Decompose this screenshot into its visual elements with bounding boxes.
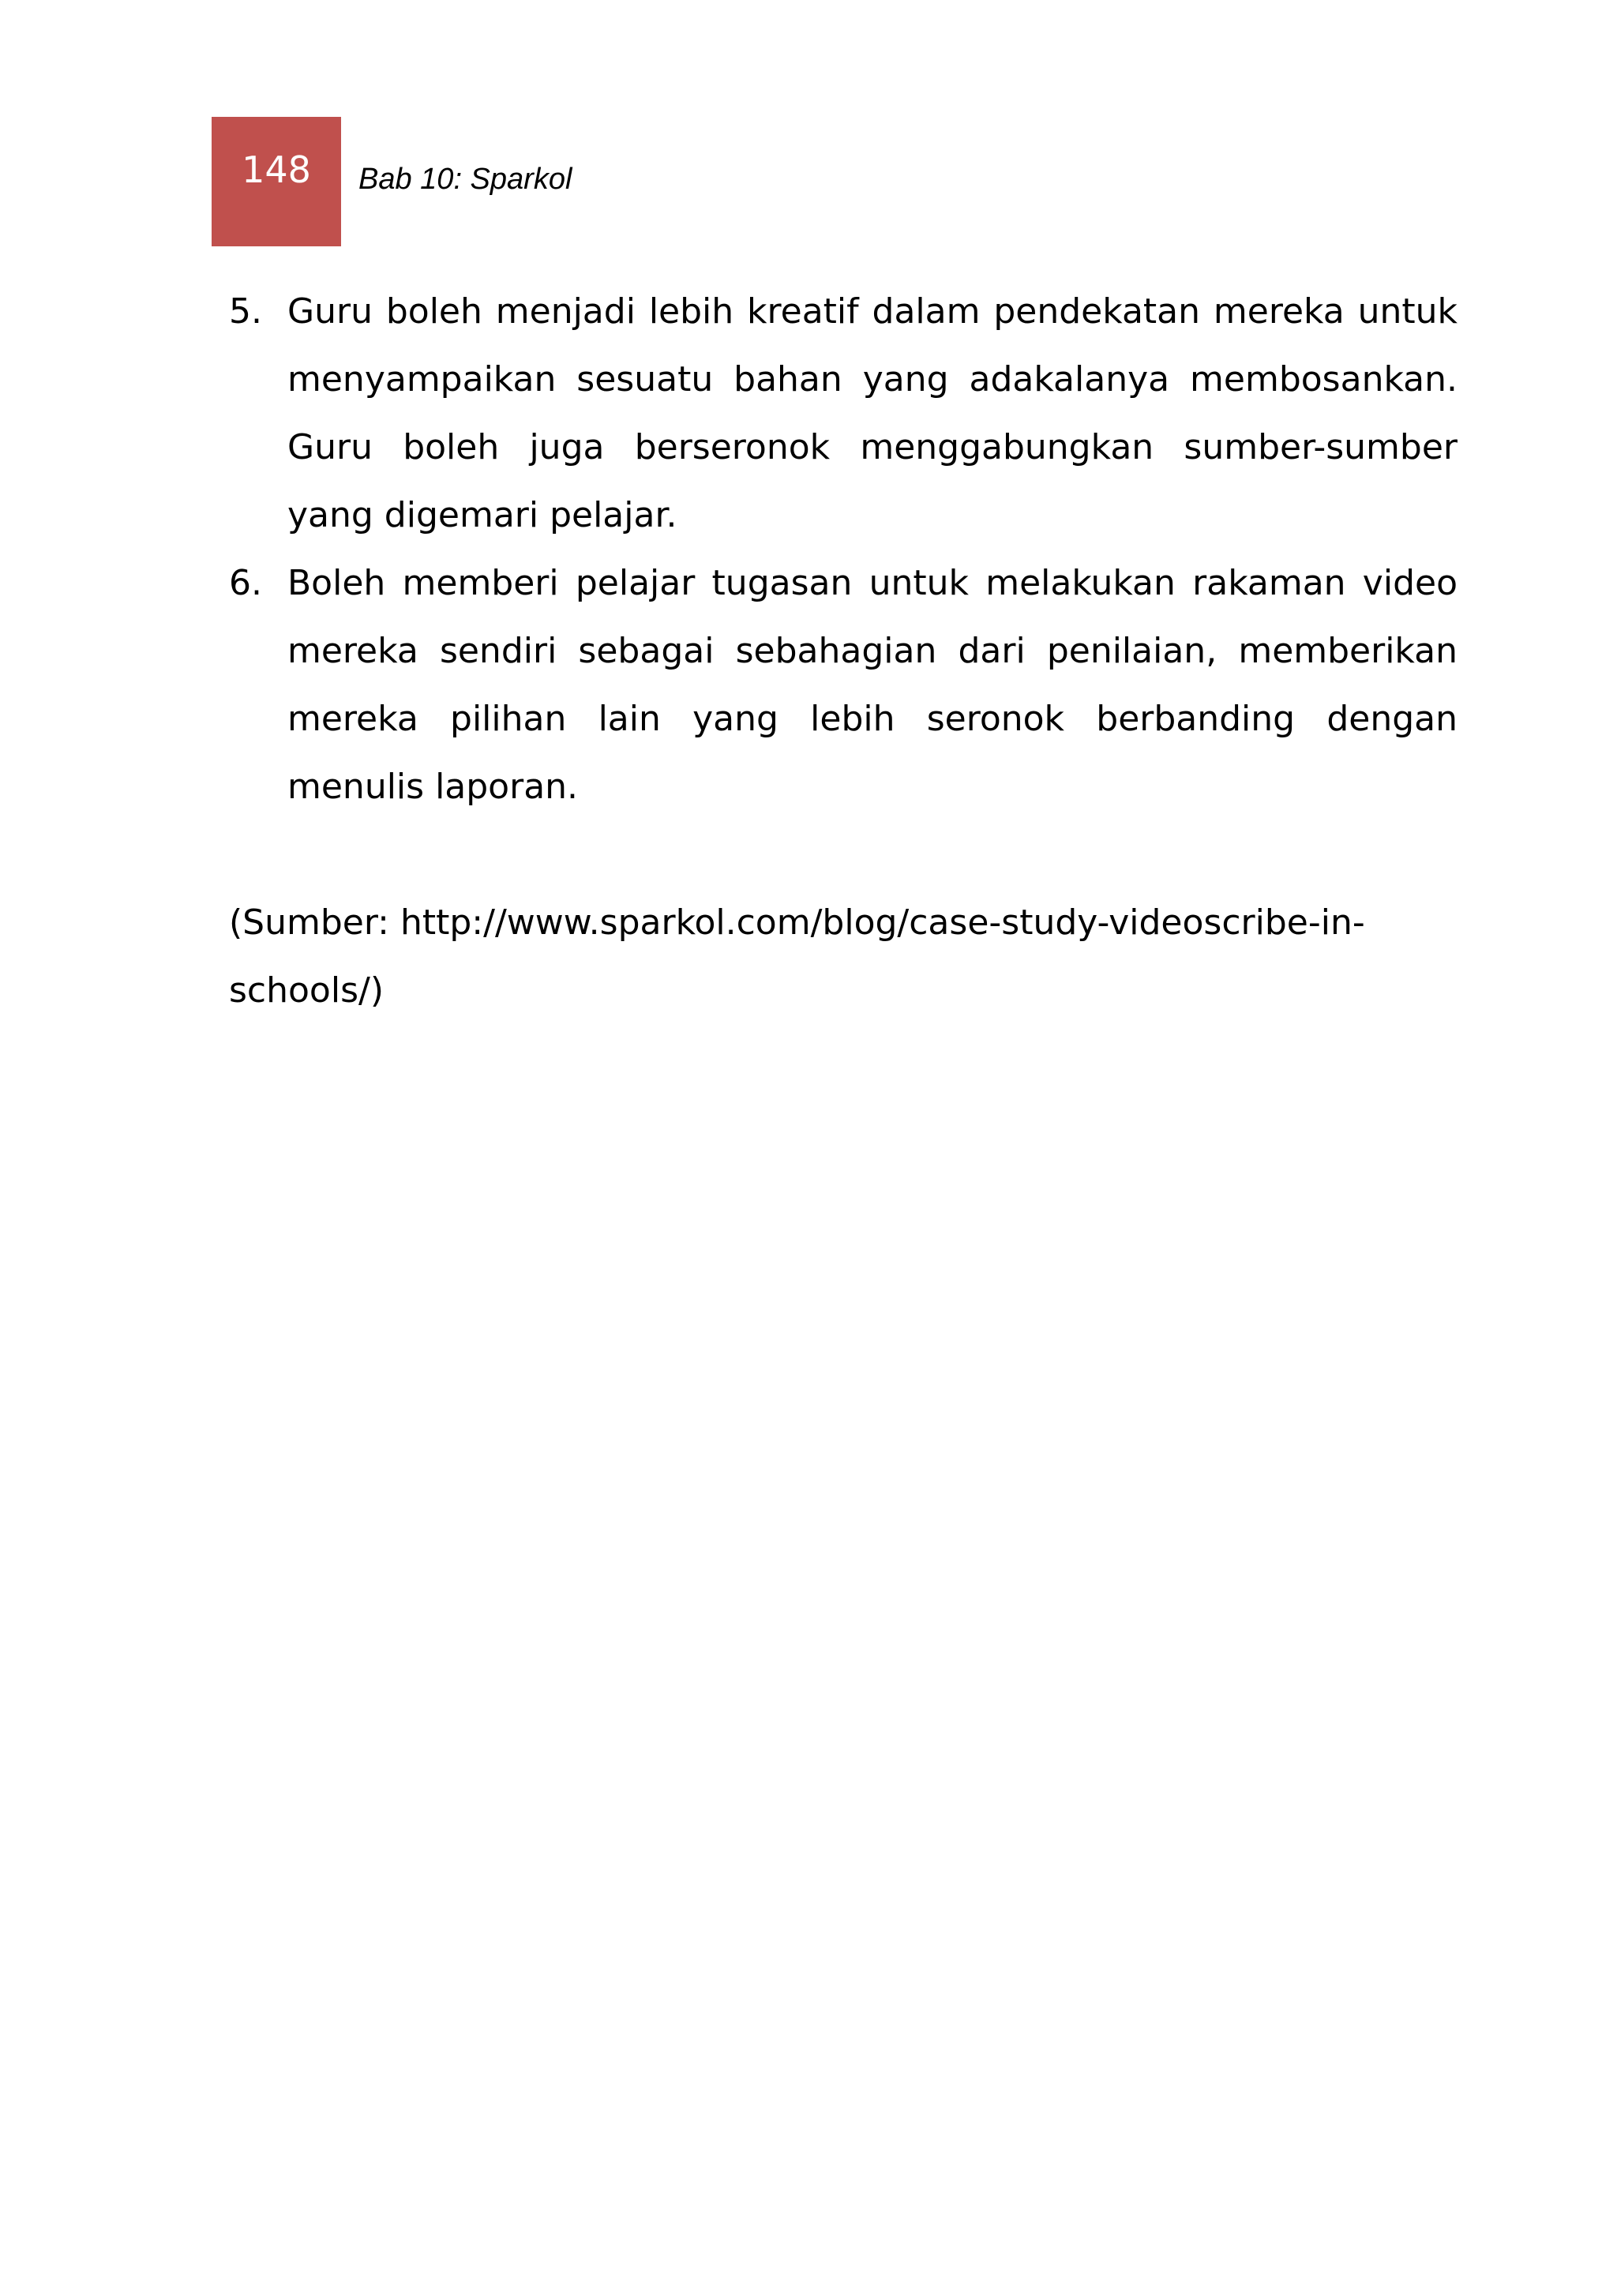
- numbered-list: [229, 278, 1458, 821]
- chapter-title: Bab 10: Sparkol: [358, 163, 572, 196]
- source-citation: (Sumber: http://www.sparkol.com/blog/case-study-videoscribe-in-schools/): [229, 902, 1365, 1011]
- list-item: [229, 550, 1458, 821]
- list-item-number: 5.: [229, 291, 262, 332]
- page-number-badge: [212, 117, 341, 246]
- page-content: [229, 278, 1458, 1025]
- list-item: [229, 278, 1458, 550]
- list-item-text: Boleh memberi pelajar tugasan untuk melakukan rakaman video mereka sendiri sebagai sebahagian dari penilaian, memberikan mereka pilihan lain yang lebih seronok berbanding dengan menulis laporan.: [287, 563, 1458, 807]
- list-item-text: Guru boleh menjadi lebih kreatif dalam pendekatan mereka untuk menyampaikan sesuatu bahan yang adakalanya membosankan. Guru boleh juga berseronok menggabungkan sumber-sumber yang digemari pelajar.: [287, 291, 1458, 535]
- list-item-number: 6.: [229, 563, 262, 603]
- page-number: 148: [242, 148, 311, 191]
